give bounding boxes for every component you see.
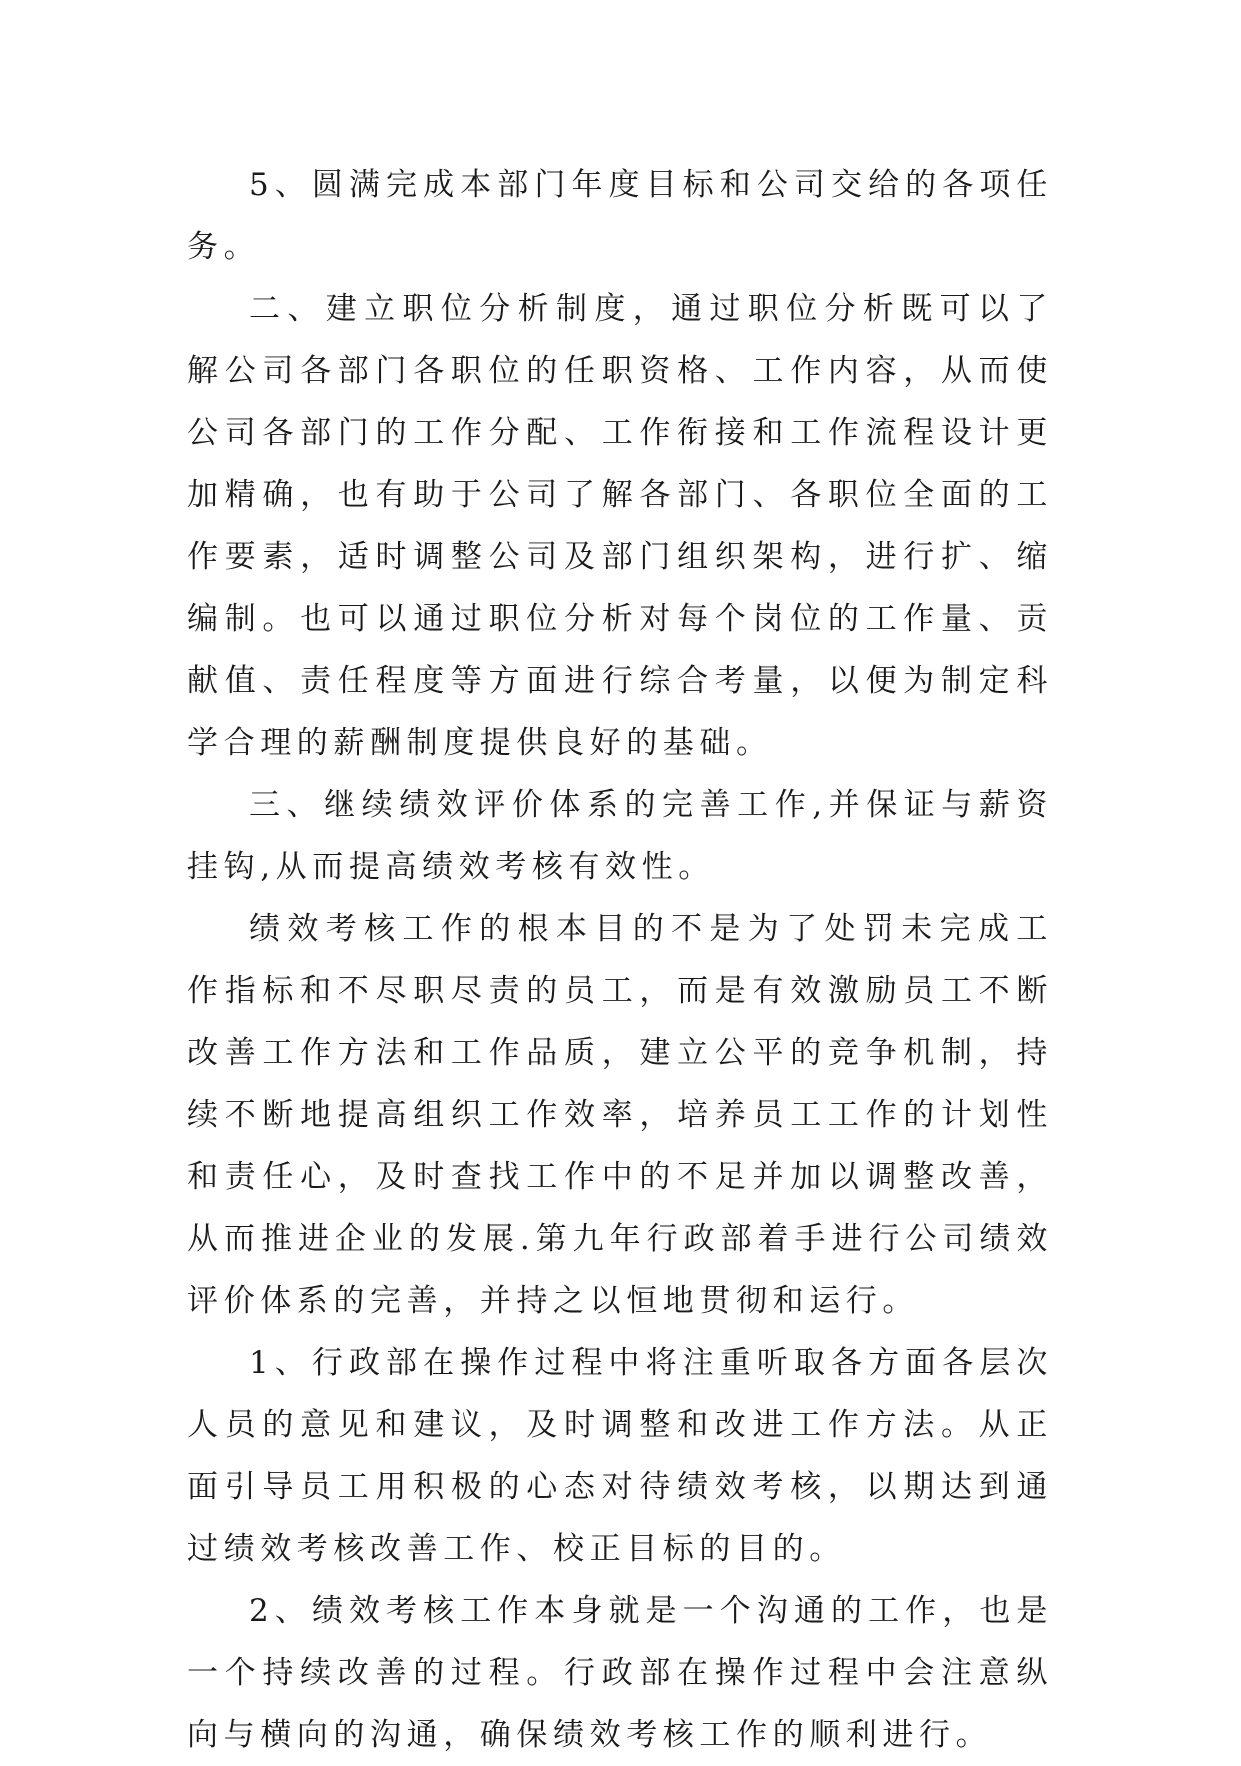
paragraph-position-analysis: 二、建立职位分析制度，通过职位分析既可以了解公司各部门各职位的任职资格、工作内容，从而使公司各部门的工作分配、工作衔接和工作流程设计更加精确，也有助于公司了解各部门、各职位全面的工作要素，适时调整公司及部门组织架构，进行扩、缩编制。也可以通过职位分析对每个岗位的工作量、贡献值、责任程度等方面进行综合考量，以便为制定科学合理的薪酬制度提供良好的基础。 [187,291,1053,761]
paragraph-item-2: 2、绩效考核工作本身就是一个沟通的工作，也是一个持续改善的过程。行政部在操作过程中会注意纵向与横向的沟通，确保绩效考核工作的顺利进行。 [187,1593,1053,1753]
paragraph-performance-purpose: 绩效考核工作的根本目的不是为了处罚未完成工作指标和不尽职尽责的员工，而是有效激励员工不断改善工作方法和工作品质，建立公平的竞争机制，持续不断地提高组织工作效率，培养员工工作的计划性和责任心，及时查找工作中的不足并加以调整改善，从而推进企业的发展.第九年行政部着手进行公司绩效评价体系的完善，并持之以恒地贯彻和运行。 [187,911,1053,1319]
document-body [187,154,1053,1766]
paragraph-performance-system: 三、继续绩效评价体系的完善工作,并保证与薪资挂钩,从而提高绩效考核有效性。 [187,787,1053,885]
paragraph-task-5: 5、圆满完成本部门年度目标和公司交给的各项任务。 [187,167,1053,265]
paragraph-item-1: 1、行政部在操作过程中将注重听取各方面各层次人员的意见和建议，及时调整和改进工作方法。从正面引导员工用积极的心态对待绩效考核，以期达到通过绩效考核改善工作、校正目标的目的。 [187,1345,1053,1567]
